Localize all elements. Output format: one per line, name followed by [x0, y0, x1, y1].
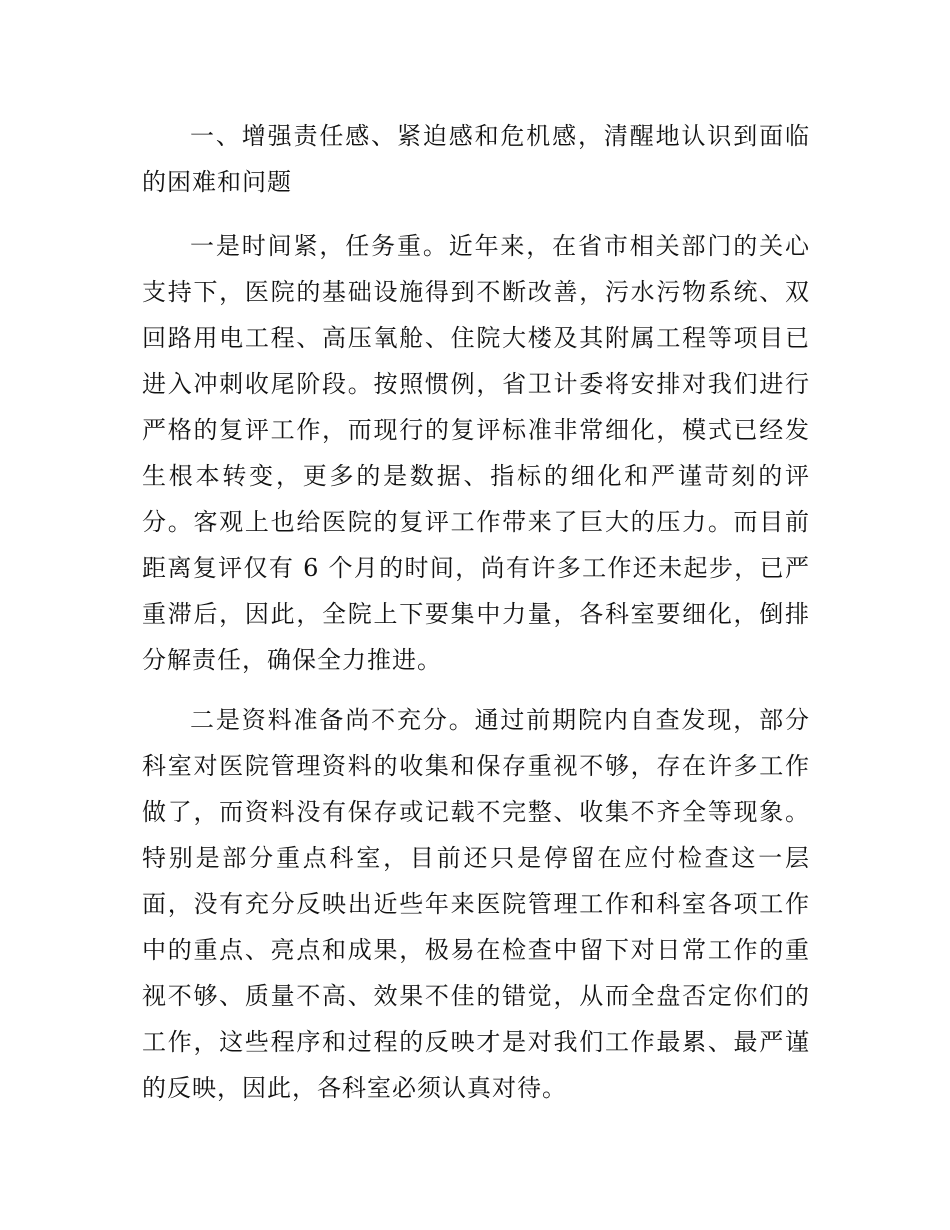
paragraph-time-pressure: 一是时间紧，任务重。近年来，在省市相关部门的关心支持下，医院的基础设施得到不断改善，污水污物系统、双回路用电工程、高压氧舱、住院大楼及其附属工程等项目已进入冲刺收尾阶段。按照惯例，省卫计委将安排对我们进行严格的复评工作，而现行的复评标准非常细化，模式已经发生根本转变，更多的是数据、指标的细化和严谨苛刻的评分。客观上也给医院的复评工作带来了巨大的压力。而目前距离复评仅有 6 个月的时间，尚有许多工作还未起步，已严重滞后，因此，全院上下要集中力量，各科室要细化，倒排分解责任，确保全力推进。	[142, 232, 810, 674]
section-heading: 一、增强责任感、紧迫感和危机感，清醒地认识到面临的困难和问题	[142, 122, 810, 196]
paragraph-materials: 二是资料准备尚不充分。通过前期院内自查发现，部分科室对医院管理资料的收集和保存重视不够，存在许多工作做了，而资料没有保存或记载不完整、收集不齐全等现象。特别是部分重点科室，目前还只是停留在应付检查这一层面，没有充分反映出近些年来医院管理工作和科室各项工作中的重点、亮点和成果，极易在检查中留下对日常工作的重视不够、质量不高、效果不佳的错觉，从而全盘否定你们的工作，这些程序和过程的反映才是对我们工作最累、最严谨的反映，因此，各科室必须认真对待。	[142, 706, 810, 1102]
